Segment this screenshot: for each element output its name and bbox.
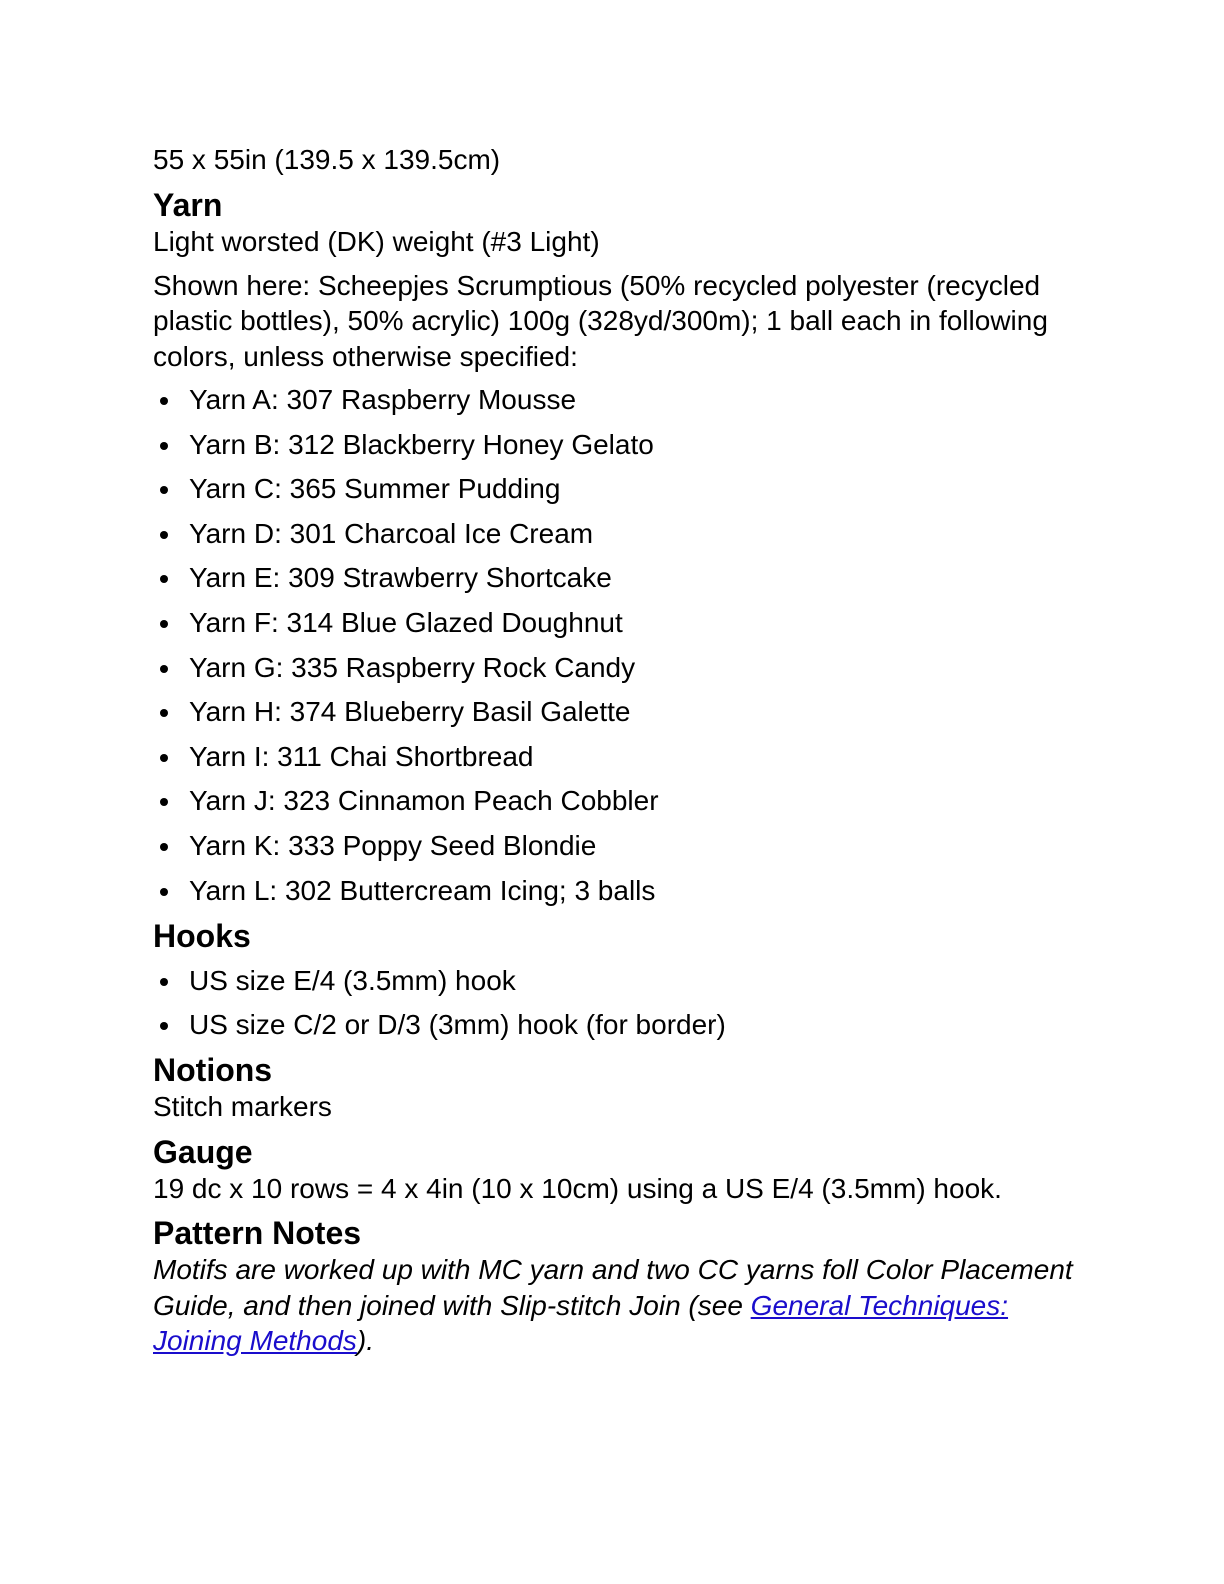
list-item xyxy=(153,828,1073,864)
list-item xyxy=(153,471,1073,507)
list-item xyxy=(153,427,1073,463)
list-item xyxy=(153,739,1073,775)
yarn-color-list xyxy=(153,382,1073,909)
hooks-list xyxy=(153,963,1073,1044)
bullet-icon xyxy=(160,575,168,583)
bullet-icon xyxy=(160,798,168,806)
yarn-color-label: Yarn D: 301 Charcoal Ice Cream xyxy=(189,517,594,549)
list-item xyxy=(153,560,1073,596)
bullet-icon xyxy=(160,665,168,673)
bullet-icon xyxy=(160,978,168,986)
yarn-color-label: Yarn I: 311 Chai Shortbread xyxy=(189,740,534,772)
yarn-color-label: Yarn G: 335 Raspberry Rock Candy xyxy=(189,651,636,683)
document-page xyxy=(153,142,1073,1359)
hooks-heading: Hooks xyxy=(153,917,251,954)
bullet-icon xyxy=(160,397,168,405)
finished-size: 55 x 55in (139.5 x 139.5cm) xyxy=(153,144,501,175)
notions-text: Stitch markers xyxy=(153,1091,332,1123)
bullet-icon xyxy=(160,888,168,896)
bullet-icon xyxy=(160,486,168,494)
yarn-heading: Yarn xyxy=(153,187,223,223)
yarn-color-label: Yarn J: 323 Cinnamon Peach Cobbler xyxy=(189,785,659,817)
pattern-notes-before-link: Motifs are worked up with MC yarn and two CC yarns foll Color Placement Guide, and then joined with Slip-stitch Join (see xyxy=(153,1254,1073,1321)
pattern-notes-after-link: ). xyxy=(356,1325,375,1357)
bullet-icon xyxy=(160,442,168,450)
yarn-color-label: Yarn E: 309 Strawberry Shortcake xyxy=(189,562,612,594)
yarn-color-label: Yarn A: 307 Raspberry Mousse xyxy=(189,384,577,415)
bullet-icon xyxy=(160,531,168,539)
bullet-icon xyxy=(160,709,168,717)
bullet-icon xyxy=(160,1022,168,1030)
notions-heading: Notions xyxy=(153,1052,273,1089)
bullet-icon xyxy=(160,843,168,851)
hook-label: US size E/4 (3.5mm) hook xyxy=(189,964,516,996)
yarn-color-label: Yarn H: 374 Blueberry Basil Galette xyxy=(189,696,631,728)
yarn-color-label: Yarn B: 312 Blackberry Honey Gelato xyxy=(189,428,654,460)
gauge-text: 19 dc x 10 rows = 4 x 4in (10 x 10cm) using a US E/4 (3.5mm) hook. xyxy=(153,1172,1002,1204)
bullet-icon xyxy=(160,754,168,762)
joining-methods-link[interactable]: General Techniques: Joining Methods xyxy=(153,1289,1009,1357)
list-item xyxy=(153,783,1073,819)
list-item xyxy=(153,605,1073,641)
list-item xyxy=(153,694,1073,730)
pattern-notes-heading: Pattern Notes xyxy=(153,1215,362,1252)
yarn-color-label: Yarn K: 333 Poppy Seed Blondie xyxy=(189,829,597,861)
yarn-weight: Light worsted (DK) weight (#3 Light) xyxy=(153,226,600,257)
list-item xyxy=(153,516,1073,552)
pattern-notes-text xyxy=(153,1252,1073,1359)
list-item xyxy=(153,963,1073,999)
yarn-color-label: Yarn L: 302 Buttercream Icing; 3 balls xyxy=(189,874,656,906)
list-item xyxy=(153,650,1073,686)
yarn-shown-here: Shown here: Scheepjes Scrumptious (50% recycled polyester (recycled plastic bottles), 50% acrylic) 100g (328yd/300m); 1 ball each in following colors, unless otherwise specified: xyxy=(153,269,1048,372)
yarn-color-label: Yarn C: 365 Summer Pudding xyxy=(189,473,561,505)
list-item xyxy=(153,382,1073,418)
hook-label: US size C/2 or D/3 (3mm) hook (for border) xyxy=(189,1009,726,1041)
yarn-color-label: Yarn F: 314 Blue Glazed Doughnut xyxy=(189,606,623,638)
bullet-icon xyxy=(160,620,168,628)
list-item xyxy=(153,1007,1073,1043)
gauge-heading: Gauge xyxy=(153,1133,253,1170)
list-item xyxy=(153,873,1073,909)
